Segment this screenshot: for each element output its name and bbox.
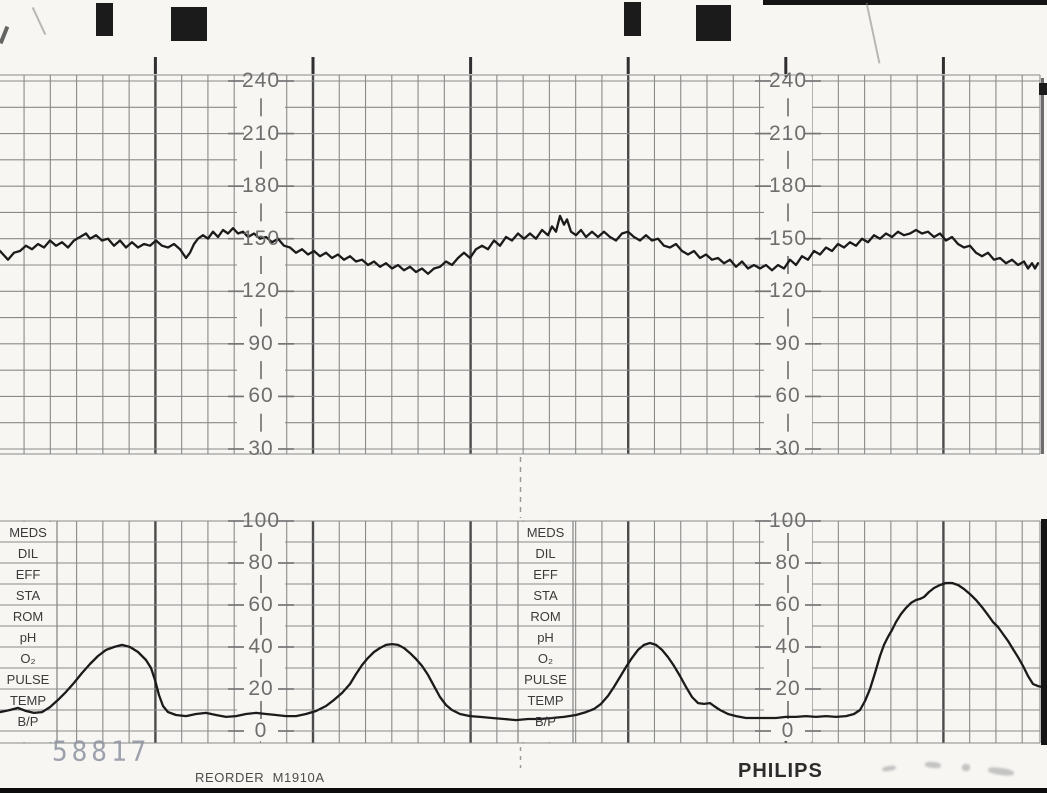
toco-axis-label: 0 bbox=[781, 719, 795, 742]
registration-mark bbox=[96, 3, 113, 36]
annotation-row-label: STA bbox=[15, 588, 41, 603]
paper-edge-mark bbox=[1041, 519, 1047, 745]
annotation-row-label: PULSE bbox=[524, 672, 567, 687]
annotation-row-label: EFF bbox=[533, 567, 558, 582]
fhr-axis-label: 60 bbox=[248, 384, 274, 408]
toco-axis-label: 80 bbox=[775, 551, 801, 574]
reorder-text: REORDER M1910A bbox=[195, 770, 325, 785]
strip-number-stamp: 58817 bbox=[52, 736, 151, 768]
annotation-row-label: MEDS bbox=[9, 525, 47, 540]
annotation-row-label: EFF bbox=[15, 567, 41, 582]
fhr-axis-label: 240 bbox=[768, 69, 808, 92]
toco-axis-label: 20 bbox=[248, 677, 274, 700]
fhr-axis-label: 180 bbox=[241, 174, 281, 198]
toco-axis-label: 60 bbox=[775, 593, 801, 616]
paper-edge-mark bbox=[1041, 78, 1044, 454]
annotation-row-label: B/P bbox=[17, 714, 39, 729]
fhr-axis-label: 90 bbox=[248, 331, 274, 355]
annotation-row-label: PULSE bbox=[6, 672, 50, 687]
registration-mark bbox=[171, 7, 207, 41]
annotation-row-label: B/P bbox=[535, 714, 556, 729]
annotation-row-label: DIL bbox=[535, 546, 556, 561]
fhr-axis-label: 30 bbox=[775, 436, 801, 460]
registration-mark bbox=[696, 5, 731, 41]
annotation-row-label: TEMP bbox=[9, 693, 47, 708]
fhr-axis-label: 120 bbox=[241, 279, 281, 303]
toco-axis-label: 20 bbox=[775, 677, 801, 700]
paper-edge-mark bbox=[1039, 83, 1047, 95]
fhr-axis-label: 60 bbox=[775, 384, 801, 408]
annotation-row-label: ROM bbox=[530, 609, 561, 624]
annotation-row-label: pH bbox=[537, 630, 554, 645]
fhr-axis-label: 150 bbox=[768, 226, 808, 250]
fhr-axis-label: 210 bbox=[768, 121, 808, 145]
fhr-axis-label: 30 bbox=[248, 436, 274, 460]
annotation-row-label: O₂ bbox=[20, 651, 36, 666]
toco-axis-label: 40 bbox=[775, 635, 801, 658]
fhr-axis-label: 90 bbox=[775, 331, 801, 355]
annotation-row-label: O₂ bbox=[537, 651, 554, 666]
annotation-row-label: ROM bbox=[12, 609, 44, 624]
toco-axis-label: 40 bbox=[248, 635, 274, 658]
toco-axis-label: 100 bbox=[768, 509, 808, 532]
fhr-axis-label: 180 bbox=[768, 174, 808, 198]
toco-axis-label: 80 bbox=[248, 551, 274, 574]
annotation-row-label: DIL bbox=[17, 546, 39, 561]
annotation-row-label: STA bbox=[533, 588, 558, 603]
annotation-row-label: pH bbox=[19, 630, 37, 645]
toco-axis-label: 60 bbox=[248, 593, 274, 616]
paper-edge-mark bbox=[0, 788, 1047, 793]
fhr-axis-label: 210 bbox=[241, 121, 281, 145]
paper-edge-mark bbox=[763, 0, 1047, 5]
philips-logo: PHILIPS bbox=[738, 760, 823, 782]
fhr-axis-label: 120 bbox=[768, 279, 808, 303]
fhr-axis-label: 240 bbox=[241, 69, 281, 92]
annotation-row-label: MEDS bbox=[526, 525, 565, 540]
registration-mark bbox=[624, 2, 641, 36]
pencil-smudge bbox=[962, 764, 970, 771]
toco-axis-label: 0 bbox=[254, 719, 268, 742]
annotation-row-label: TEMP bbox=[527, 693, 564, 708]
toco-axis-label: 100 bbox=[241, 509, 281, 532]
fhr-axis-label: 150 bbox=[241, 226, 281, 250]
